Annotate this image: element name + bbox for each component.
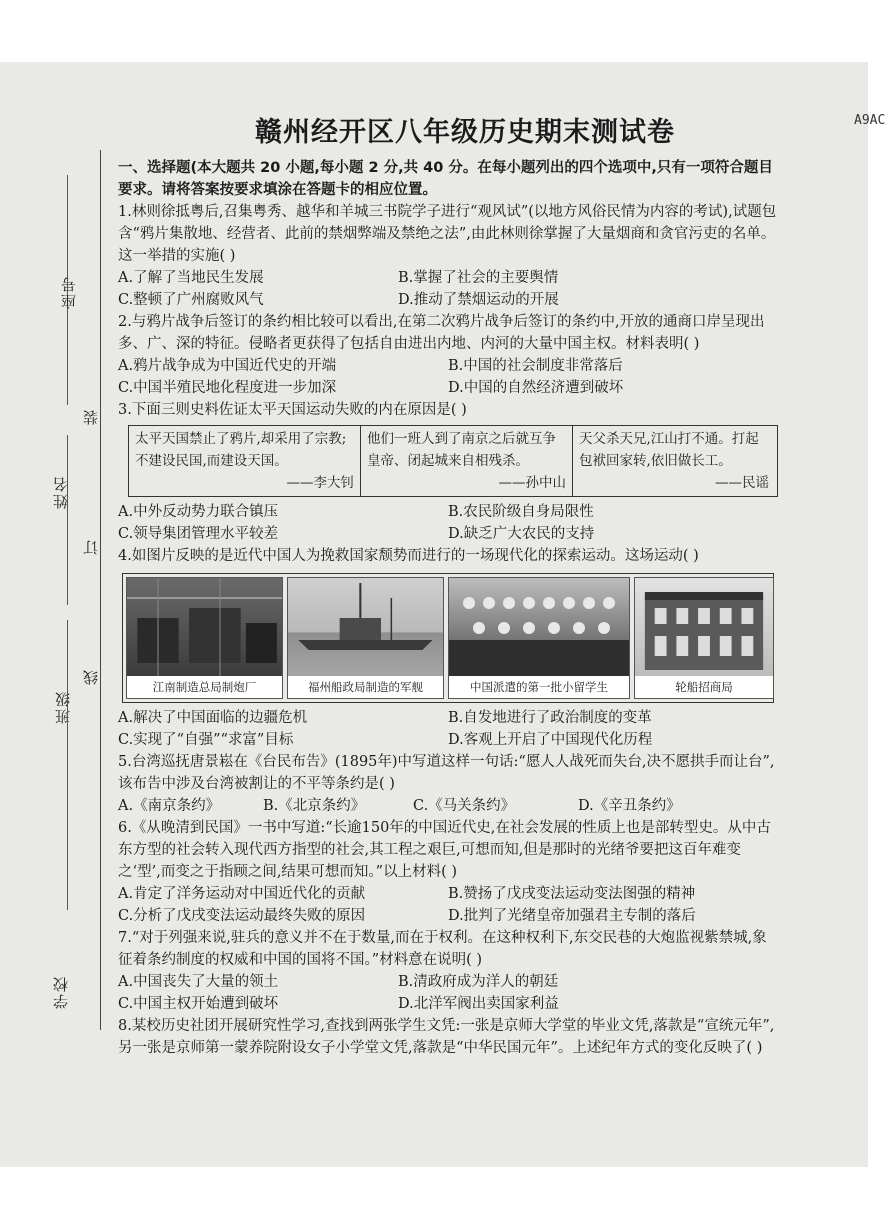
- question-2-stem: 2.与鸦片战争后签订的条约相比较可以看出,在第二次鸦片战争后签订的条约中,开放的通商口岸呈现出多、广、深的特征。侵略者更获得了包括自由进出内地、内河的大量中国主权。材料表明( ): [118, 314, 765, 352]
- question-2-options: [118, 355, 778, 399]
- option-a: A.《南京条约》: [118, 798, 221, 814]
- option-d: D.中国的自然经济遭到破坏: [448, 380, 624, 396]
- binding-line: [100, 150, 101, 1030]
- option-d: D.《辛丑条约》: [578, 798, 681, 814]
- exam-content: [118, 157, 778, 1059]
- question-7-options: [118, 971, 778, 1015]
- option-d: D.客观上开启了中国现代化历程: [448, 732, 653, 748]
- option-a: A.中外反动势力联合镇压: [118, 504, 279, 520]
- option-b: B.《北京条约》: [263, 798, 366, 814]
- option-d: D.推动了禁烟运动的开展: [398, 292, 559, 308]
- class-line: [67, 620, 68, 910]
- option-a: A.鸦片战争成为中国近代史的开端: [118, 358, 337, 374]
- option-b: B.掌握了社会的主要舆情: [398, 270, 559, 286]
- ding-mark: 订: [82, 540, 100, 555]
- name-label: 姓名: [52, 475, 70, 509]
- option-b: B.赞扬了戊戌变法运动变法图强的精神: [448, 886, 696, 902]
- quote-table: [128, 425, 778, 497]
- quote-text: 天父杀天兄,江山打不通。打起包袱回家转,依旧做长工。: [579, 431, 759, 469]
- picture-arsenal: [126, 577, 283, 699]
- question-3-stem: 3.下面三则史料佐证太平天国运动失败的内在原因是( ): [118, 402, 467, 418]
- quote-text: 他们一班人到了南京之后就互争皇帝、闭起城来自相残杀。: [367, 431, 556, 469]
- option-c: C.中国主权开始遭到破坏: [118, 996, 279, 1012]
- option-b: B.自发地进行了政治制度的变革: [448, 710, 652, 726]
- seat-label: 座号: [60, 275, 78, 309]
- picture-steamship-bureau: [634, 577, 774, 699]
- xian-mark: 线: [82, 670, 100, 685]
- picture-caption: 江南制造总局制炮厂: [152, 680, 257, 694]
- name-line: [67, 435, 68, 605]
- option-b: B.农民阶级自身局限性: [448, 504, 594, 520]
- question-7-stem: 7.“对于列强来说,驻兵的意义并不在于数量,而在于权利。在这种权利下,东交民巷的大炮监视紫禁城,象征着条约制度的权威和中国的国将不国。”材料意在说明( ): [118, 930, 767, 968]
- picture-row: [122, 573, 774, 703]
- picture-caption: 中国派遣的第一批小留学生: [470, 680, 608, 694]
- option-c: C.整顿了广州腐败风气: [118, 292, 264, 308]
- option-c: C.领导集团管理水平较差: [118, 526, 279, 542]
- option-d: D.北洋军阀出卖国家利益: [398, 996, 559, 1012]
- exam-title: 赣州经开区八年级历史期末测试卷: [255, 117, 675, 148]
- section-heading: 一、选择题(本大题共 20 小题,每小题 2 分,共 40 分。在每小题列出的四个选项中,只有一项符合题目要求。请将答案按要求填涂在答题卡的相应位置。: [118, 160, 773, 198]
- question-3-options: [118, 501, 778, 545]
- school-label: 学校: [52, 975, 70, 1009]
- option-b: B.清政府成为洋人的朝廷: [398, 974, 559, 990]
- option-c: C.《马关条约》: [413, 798, 516, 814]
- question-6-stem: 6.《从晚清到民国》一书中写道:“长逾150年的中国近代史,在社会发展的性质上也是部转型史。从中古东方型的社会转入现代西方指型的社会,其工程之艰巨,可想而知,但是那时的光绪爷要把这百年难变之‘型’,而变之于指顾之间,结果可想而知。”以上材料( ): [118, 820, 771, 880]
- quote-1: [129, 426, 361, 496]
- option-d: D.缺乏广大农民的支持: [448, 526, 595, 542]
- class-label: 班级: [54, 690, 72, 724]
- quote-source: ——民谣: [715, 475, 769, 491]
- quote-2: [361, 426, 573, 496]
- question-5-options: [118, 795, 778, 817]
- quote-source: ——李大钊: [286, 475, 354, 491]
- quote-3: [573, 426, 775, 496]
- question-1-options: [118, 267, 778, 311]
- students-photo: [449, 578, 629, 676]
- question-1-stem: 1.林则徐抵粤后,召集粤秀、越华和羊城三书院学子进行“观风试”(以地方风俗民情为内容的考试),试题包含“鸦片集散地、经营者、此前的禁烟弊端及禁绝之法”,由此林则徐掌握了大量烟商和贪官污吏的名单。这一举措的实施( ): [118, 204, 777, 264]
- option-a: A.肯定了洋务运动对中国近代化的贡献: [118, 886, 366, 902]
- picture-students: [448, 577, 630, 699]
- option-a: A.了解了当地民生发展: [118, 270, 264, 286]
- zhuang-mark: 装: [82, 410, 100, 425]
- warship-photo: [288, 578, 443, 676]
- factory-photo: [127, 578, 282, 676]
- building-photo: [635, 578, 773, 676]
- option-a: A.中国丧失了大量的领土: [118, 974, 279, 990]
- option-c: C.分析了戊戌变法运动最终失败的原因: [118, 908, 366, 924]
- adjacent-page-edge: A9AC: [854, 113, 885, 128]
- picture-warship: [287, 577, 444, 699]
- option-a: A.解决了中国面临的边疆危机: [118, 710, 308, 726]
- quote-text: 太平天国禁止了鸦片,却采用了宗教;不建设民国,而建设天国。: [135, 431, 347, 469]
- quote-source: ——孙中山: [498, 475, 566, 491]
- question-4-options: [118, 707, 778, 751]
- option-d: D.批判了光绪皇帝加强君主专制的落后: [448, 908, 696, 924]
- option-c: C.实现了“自强”“求富”目标: [118, 732, 294, 748]
- picture-caption: 轮船招商局: [675, 680, 733, 694]
- option-c: C.中国半殖民地化程度进一步加深: [118, 380, 337, 396]
- question-6-options: [118, 883, 778, 927]
- question-8-stem: 8.某校历史社团开展研究性学习,查找到两张学生文凭:一张是京师大学堂的毕业文凭,落款是“宣统元年”,另一张是京师第一蒙养院附设女子小学堂文凭,落款是“中华民国元年”。上述纪年方式的变化反映了( ): [118, 1018, 775, 1056]
- option-b: B.中国的社会制度非常落后: [448, 358, 623, 374]
- question-4-stem: 4.如图片反映的是近代中国人为挽救国家颓势而进行的一场现代化的探索运动。这场运动( ): [118, 548, 699, 564]
- picture-caption: 福州船政局制造的军舰: [308, 680, 423, 694]
- question-5-stem: 5.台湾巡抚唐景崧在《台民布告》(1895年)中写道这样一句话:“愿人人战死而失台,决不愿拱手而让台”,该布告中涉及台湾被割让的不平等条约是( ): [118, 754, 775, 792]
